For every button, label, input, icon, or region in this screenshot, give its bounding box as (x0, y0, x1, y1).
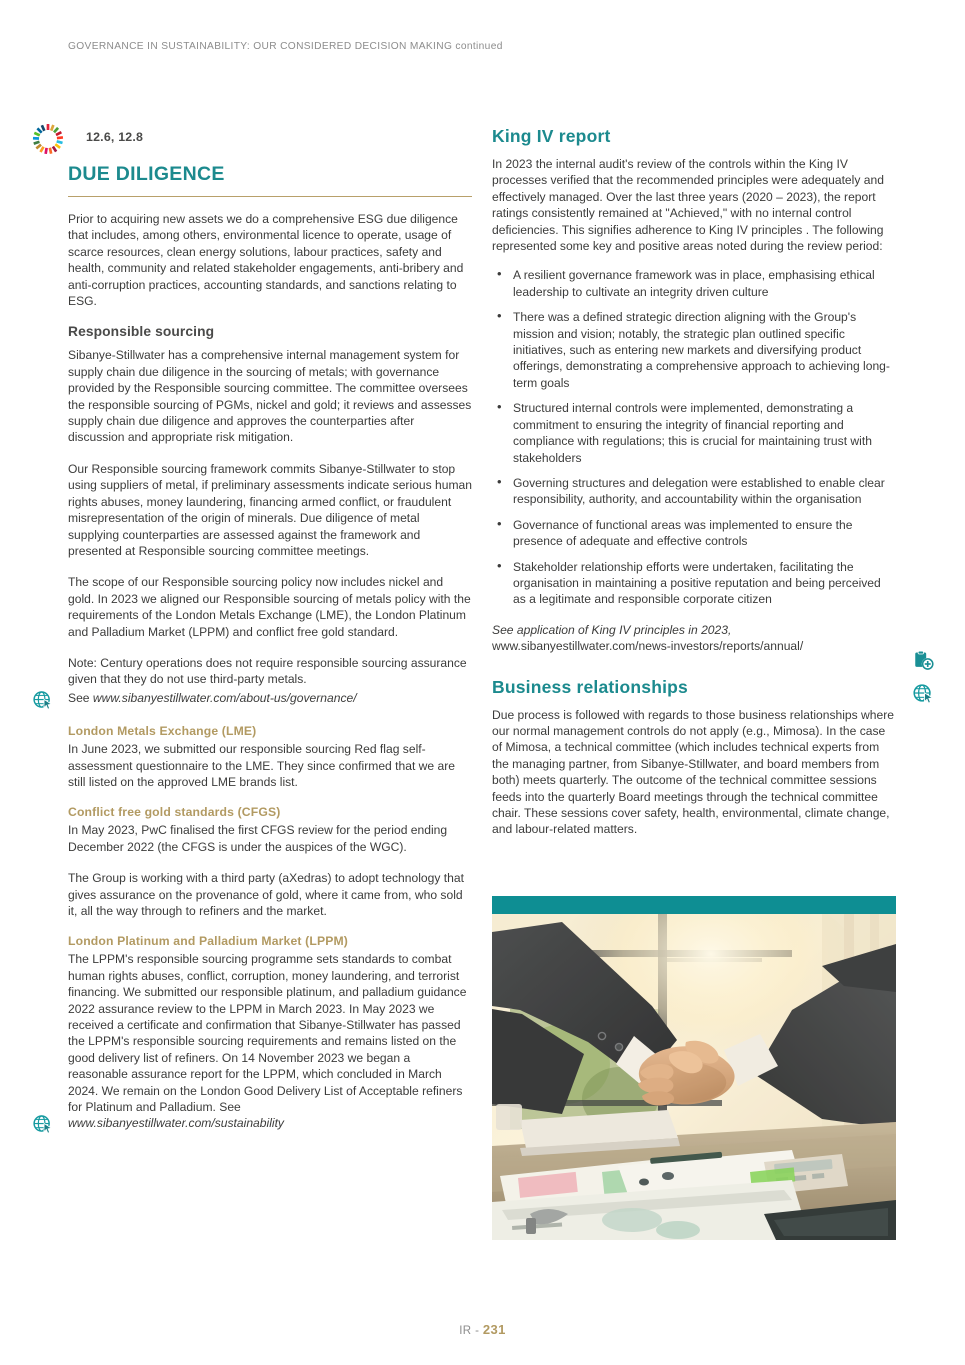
photo-accent-bar (492, 896, 896, 914)
king-iv-see-text: See application of King IV principles in 2023, (492, 622, 732, 637)
list-item: • Structured internal controls were implemented, demonstrating a commitment to ensuring the integrity of financial reporting and compliance with regulations; this is crucial for maintaining trust with stakeholders (492, 400, 896, 466)
responsible-sourcing-heading: Responsible sourcing (68, 324, 215, 340)
sdg-targets-label: 12.6, 12.8 (86, 130, 144, 144)
left-column (68, 126, 472, 1132)
cfgs-paragraph-2: The Group is working with a third party (aXedras) to adopt technology that gives assurance on the provenance of gold, where it came from, who sold it, all the way through to refiners and the market. (68, 871, 464, 918)
globe-link-icon[interactable] (912, 682, 942, 710)
right-column (492, 126, 896, 853)
list-item: • Governance of functional areas was implemented to ensure the presence of adequate and effective controls (492, 517, 896, 550)
lme-paragraph: In June 2023, we submitted our responsible sourcing Red flag self-assessment questionnaire to the LME. They since confirmed that we are still listed on the approved LME brands list. (68, 742, 455, 789)
business-relationships-paragraph: Due process is followed with regards to those business relationships where our normal management controls do not apply (e.g., Mimosa). In the case of Mimosa, a technical committee (which includes technical experts from the managing partner, from Sibanye-Stillwater, and board members from both) meets quarterly. The outcome of the technical committee sessions feeds into the quarterly Board meetings through the technical committee chair. These sessions cover safety, health, environmental, climate change, and labour-related matters. (492, 707, 894, 837)
margin-icon-group (912, 650, 942, 710)
lppm-paragraph: The LPPM's responsible sourcing programme sets standards to combat human rights abuses, conflict, corruption, money laundering, and terrorist financing. We submitted our responsible platinum, and palladium guidance 2022 assurance review to the LPPM in March 2023. In May 2023 we received a certificate and confirmation that Sibanye-Stillwater has passed the LPPM's responsible sourcing requirements and remains listed on the good delivery list of refiners. On 14 November 2023 we began a reasonable assurance report for the LPPM, which concluded in March 2024. We remain on the London Good Delivery List of Acceptable refiners for Platinum and Palladium. See (68, 952, 467, 1115)
list-item: • There was a defined strategic direction aligning with the Group's mission and vision; notably, the strategic plan outlined specific initiatives, such as entering new markets and diversifying product offerings, demonstrating a comprehensive approach to achieving long-term goals (492, 309, 896, 391)
list-item: • A resilient governance framework was in place, emphasising ethical leadership to cultivate an integrity driven culture (492, 267, 896, 300)
intro-paragraph: Prior to acquiring new assets we do a comprehensive ESG due diligence that includes, among others, environmental licence to operate, usage of scarce resources, clean energy solutions, labour practices, safety and health, community and related stakeholder engagements, anti-bribery and anti-corruption practices, accounting standards, and sanctions relating to ESG. (68, 212, 464, 309)
report-document-add-icon[interactable] (912, 650, 942, 678)
page-number: 231 (482, 1322, 506, 1337)
list-item: • Governing structures and delegation were established to enable clear responsibility, authority, and accountability within the organisation (492, 475, 896, 508)
king-iv-url[interactable]: www.sibanyestillwater.com/news-investors/reports/annual/ (492, 639, 804, 654)
king-iv-reference-line[interactable] (492, 622, 896, 655)
sustainability-url[interactable]: www.sibanyestillwater.com/sustainability (68, 1116, 284, 1131)
see-prefix: See (68, 690, 93, 705)
photo-image (492, 914, 896, 1240)
responsible-sourcing-paragraph-1: Sibanye-Stillwater has a comprehensive internal management system for supply chain due diligence in the sourcing of metals; with governance provided by the Responsible sourcing committee. The committee oversees the responsible sourcing of PGMs, nickel and gold; it reviews and assesses supply chain due diligence and approves the counterparties after discussion and appropriate risk mitigation. (68, 348, 472, 445)
business-handshake-photo (492, 896, 896, 1240)
business-relationships-heading: Business relationships (492, 676, 688, 697)
page-title: DUE DILIGENCE (68, 163, 225, 185)
responsible-sourcing-paragraph-2: Our Responsible sourcing framework commits Sibanye-Stillwater to stop using suppliers of metal, if preliminary assessments indicate serious human rights abuses, money laundering, financing armed conflict, or fraudulent misrepresentation of the origin of minerals. Due diligence of metal supplying counterparties are assessed against the framework and presented at Responsible sourcing committee meetings. (68, 461, 472, 558)
king-iv-heading: King IV report (492, 126, 611, 146)
sdg-colour-wheel-icon (32, 123, 64, 155)
king-iv-bullet-list (492, 267, 896, 607)
globe-link-icon[interactable] (32, 689, 54, 711)
century-note: Note: Century operations does not require responsible sourcing assurance given that they do not use third-party metals. (68, 655, 467, 687)
running-header: GOVERNANCE IN SUSTAINABILITY: OUR CONSIDERED DECISION MAKING continued (68, 41, 503, 52)
governance-link-line[interactable] (68, 690, 472, 706)
footer-prefix: IR - (459, 1325, 483, 1337)
lppm-heading: London Platinum and Palladium Market (LPPM) (68, 934, 349, 949)
king-iv-paragraph: In 2023 the internal audit's review of the controls within the King IV processes verified that the recommended principles were adequately and effectively managed. Over the last three years (2020 – 2023), the report ratings consistently remained at "Achieved," with no internal control deficiencies. This signifies adherence to King IV principles . The following represented some key and positive areas noted during the review period: (492, 157, 884, 254)
page-footer (0, 1322, 965, 1337)
governance-url[interactable]: www.sibanyestillwater.com/about-us/governance/ (92, 690, 357, 705)
globe-link-icon[interactable] (32, 1113, 54, 1135)
sustainability-link-line[interactable] (68, 1115, 472, 1131)
list-item: • Stakeholder relationship efforts were undertaken, facilitating the organisation in maintaining a positive reputation and being perceived as a legitimate and responsible corporate citizen (492, 559, 896, 608)
sdg-target-row (68, 126, 472, 160)
cfgs-paragraph-1: In May 2023, PwC finalised the first CFGS review for the period ending December 2022 (the CFGS is under the auspices of the WGC). (68, 823, 448, 854)
cfgs-heading: Conflict free gold standards (CFGS) (68, 805, 281, 820)
gold-divider (68, 196, 472, 197)
lme-heading: London Metals Exchange (LME) (68, 724, 257, 739)
responsible-sourcing-paragraph-3: The scope of our Responsible sourcing policy now includes nickel and gold. In 2023 we aligned our Responsible sourcing of metals policy with the requirements of the London Metals Exchange (LME), the London Platinum and Palladium Market (LPPM) and conflict free gold standard. (68, 575, 471, 639)
